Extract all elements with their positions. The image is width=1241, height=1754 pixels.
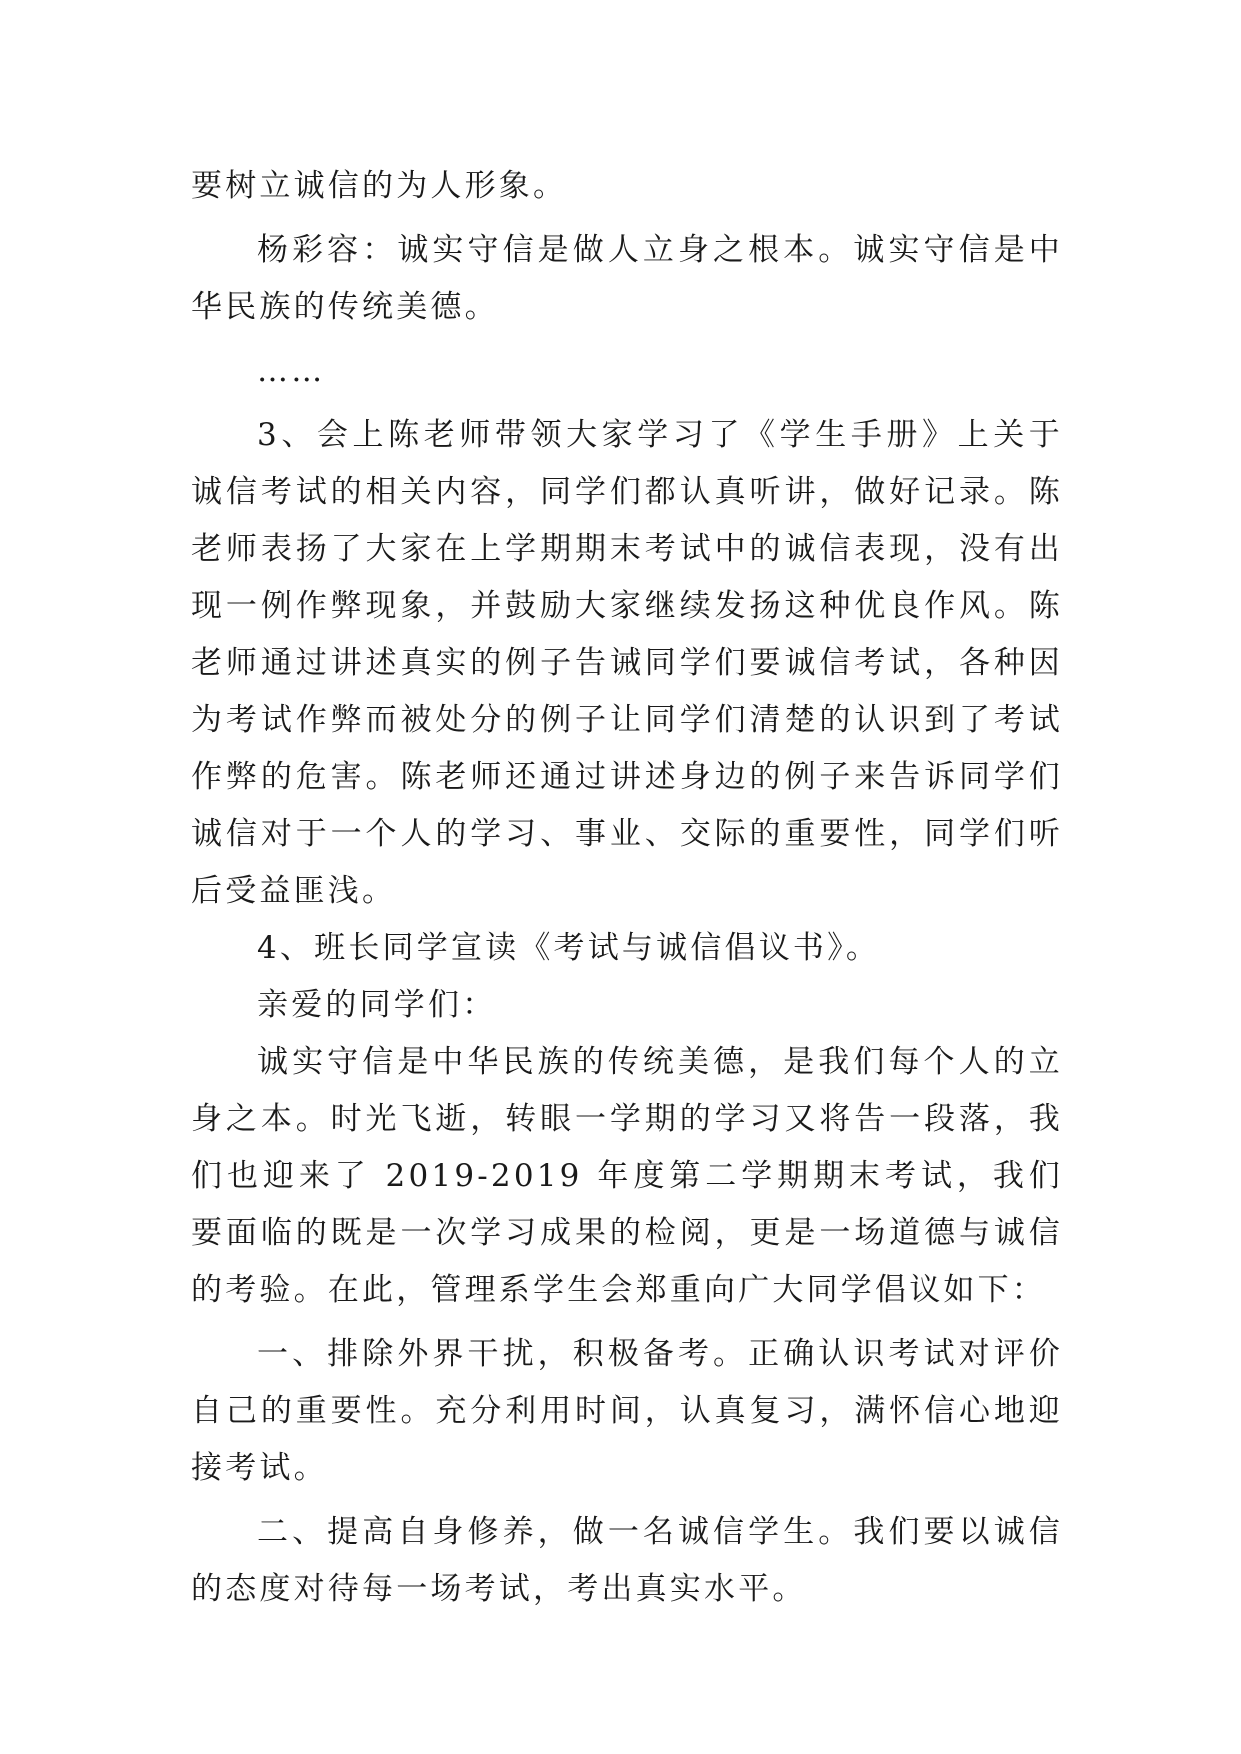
paragraph: 亲爱的同学们：	[257, 987, 497, 1023]
paragraph: 3、会上陈老师带领大家学习了《学生手册》上关于诚信考试的相关内容，同学们都认真听讲，做好记录。陈老师表扬了大家在上学期期末考试中的诚信表现，没有出现一例作弊现象，并鼓励大家继续发扬这种优良作风。陈老师通过讲述真实的例子告诫同学们要诚信考试，各种因为考试作弊而被处分的例子让同学们清楚的认识到了考试作弊的危害。陈老师还通过讲述身边的例子来告诉同学们诚信对于一个人的学习、事业、交际的重要性，同学们听后受益匪浅。	[191, 417, 1063, 909]
paragraph: 二、提高自身修养，做一名诚信学生。我们要以诚信的态度对待每一场考试，考出真实水平。	[191, 1514, 1063, 1607]
paragraph: 杨彩容：诚实守信是做人立身之根本。诚实守信是中华民族的传统美德。	[191, 232, 1063, 325]
paragraph: 诚实守信是中华民族的传统美德，是我们每个人的立身之本。时光飞逝，转眼一学期的学习又将告一段落，我们也迎来了 2019-2019 年度第二学期期末考试，我们要面临的既是一次学习成果的检阅，更是一场道德与诚信的考验。在此，管理系学生会郑重向广大同学倡议如下：	[191, 1044, 1063, 1308]
document-body	[191, 158, 1063, 1618]
paragraph: 一、排除外界干扰，积极备考。正确认识考试对评价自己的重要性。充分利用时间，认真复习，满怀信心地迎接考试。	[191, 1336, 1063, 1486]
paragraph: ……	[257, 353, 326, 389]
paragraph: 4、班长同学宣读《考试与诚信倡议书》。	[257, 930, 881, 966]
paragraph: 要树立诚信的为人形象。	[191, 168, 568, 204]
